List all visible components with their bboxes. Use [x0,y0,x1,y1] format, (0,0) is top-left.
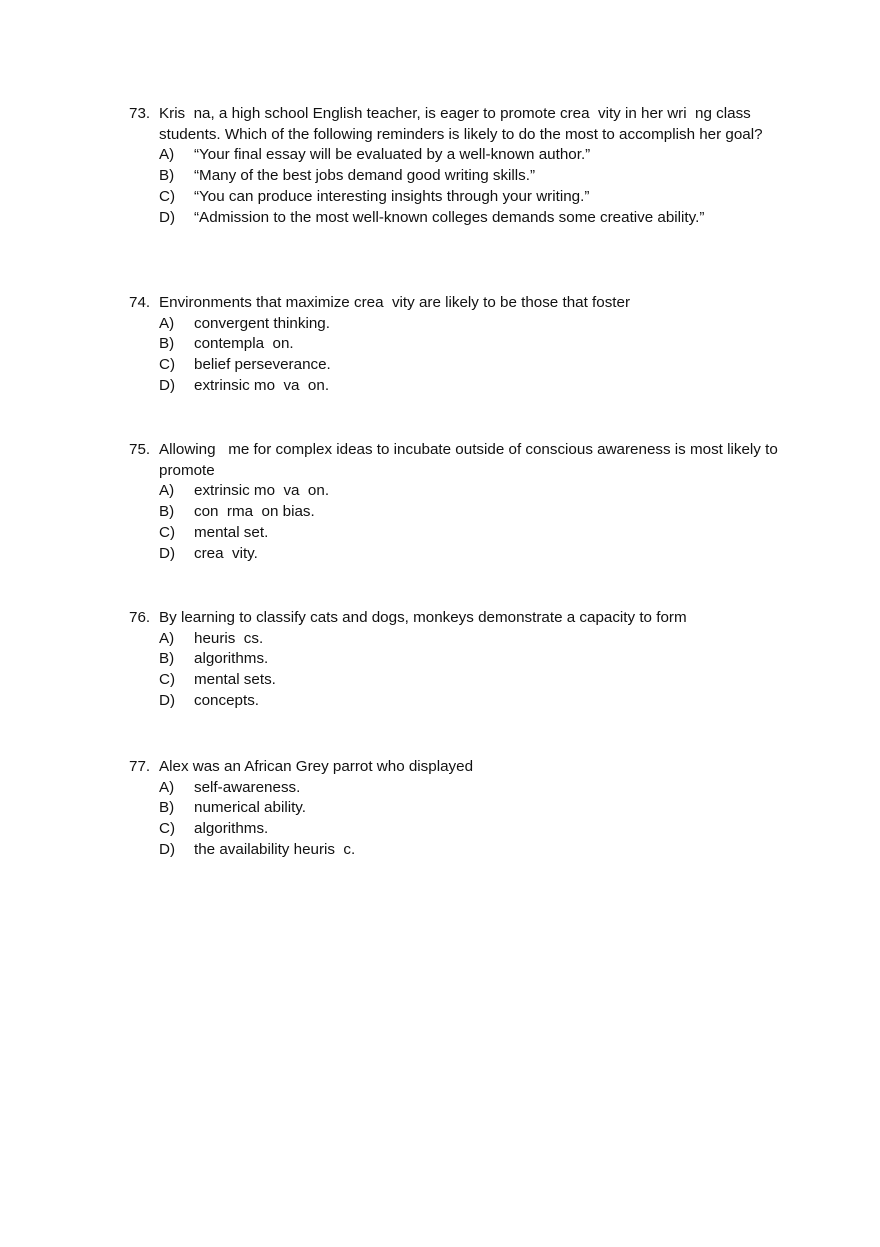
option-c [129,819,779,840]
answer-options [129,481,779,564]
option-letter: C) [159,671,176,689]
question-stem [129,293,779,314]
question-text: Environments that maximize crea vity are likely to be those that foster [159,294,631,311]
question-stem [129,440,782,481]
option-text: concepts. [194,691,260,709]
option-text: algorithms. [194,820,269,838]
question-stem [129,104,779,145]
option-a [129,481,779,502]
option-a [129,629,779,650]
answer-options [129,145,779,228]
question-text: Alex was an African Grey parrot who displayed [159,758,474,775]
option-b [129,798,779,819]
option-letter: B) [159,650,175,668]
option-text: algorithms. [194,650,269,668]
option-letter: D) [159,840,176,858]
option-c [129,187,779,208]
option-text: extrinsic mo va on. [194,376,330,394]
question-text: Allowing me for complex ideas to incubate outside of conscious awareness is most likely to promote [159,441,782,479]
option-b [129,166,779,187]
option-text: “Many of the best jobs demand good writing skills.” [194,167,536,185]
option-letter: A) [159,314,175,332]
option-b [129,334,779,355]
option-d [129,376,779,397]
option-text: con rma on bias. [194,503,315,521]
question-77 [129,757,779,861]
option-a [129,145,779,166]
option-letter: C) [159,820,176,838]
option-text: “Your final essay will be evaluated by a well-known author.” [194,146,591,164]
question-stem [129,608,779,629]
option-text: mental set. [194,523,269,541]
option-letter: A) [159,482,175,500]
question-75 [129,440,782,564]
question-text: By learning to classify cats and dogs, monkeys demonstrate a capacity to form [159,609,687,626]
option-c [129,355,779,376]
question-stem [129,757,779,778]
option-letter: A) [159,778,175,796]
option-letter: A) [159,629,175,647]
option-c [129,523,779,544]
option-text: numerical ability. [194,799,306,817]
option-text: extrinsic mo va on. [194,482,330,500]
option-text: crea vity. [194,544,258,562]
option-d [129,840,779,861]
question-number: 75. [129,441,151,458]
option-d [129,208,779,229]
answer-options [129,629,779,712]
option-letter: D) [159,208,176,226]
option-text: “Admission to the most well-known colleges demands some creative ability.” [194,208,705,226]
option-text: self-awareness. [194,778,301,796]
question-73 [129,104,779,228]
question-76 [129,608,779,712]
option-text: “You can produce interesting insights through your writing.” [194,187,590,205]
question-74 [129,293,779,397]
question-number: 77. [129,758,151,775]
option-letter: A) [159,146,175,164]
option-text: convergent thinking. [194,314,330,332]
option-a [129,778,779,799]
answer-options [129,778,779,861]
option-letter: C) [159,523,176,541]
option-letter: B) [159,503,175,521]
option-letter: D) [159,376,176,394]
option-c [129,670,779,691]
option-letter: D) [159,691,176,709]
option-letter: C) [159,356,176,374]
question-number: 73. [129,105,151,122]
answer-options [129,314,779,397]
option-d [129,691,779,712]
question-text: Kris na, a high school English teacher, is eager to promote crea vity in her wri ng class students. Which of the following reminders is likely to do the most to accomplish her goal? [159,105,763,143]
option-letter: B) [159,335,175,353]
option-text: mental sets. [194,671,276,689]
question-number: 76. [129,609,151,626]
option-b [129,502,779,523]
option-text: the availability heuris c. [194,840,356,858]
option-letter: D) [159,544,176,562]
option-text: heuris cs. [194,629,264,647]
option-text: contempla on. [194,335,294,353]
option-text: belief perseverance. [194,356,331,374]
option-letter: C) [159,187,176,205]
option-d [129,544,779,565]
option-b [129,649,779,670]
option-letter: B) [159,167,175,185]
option-a [129,314,779,335]
question-number: 74. [129,294,151,311]
option-letter: B) [159,799,175,817]
